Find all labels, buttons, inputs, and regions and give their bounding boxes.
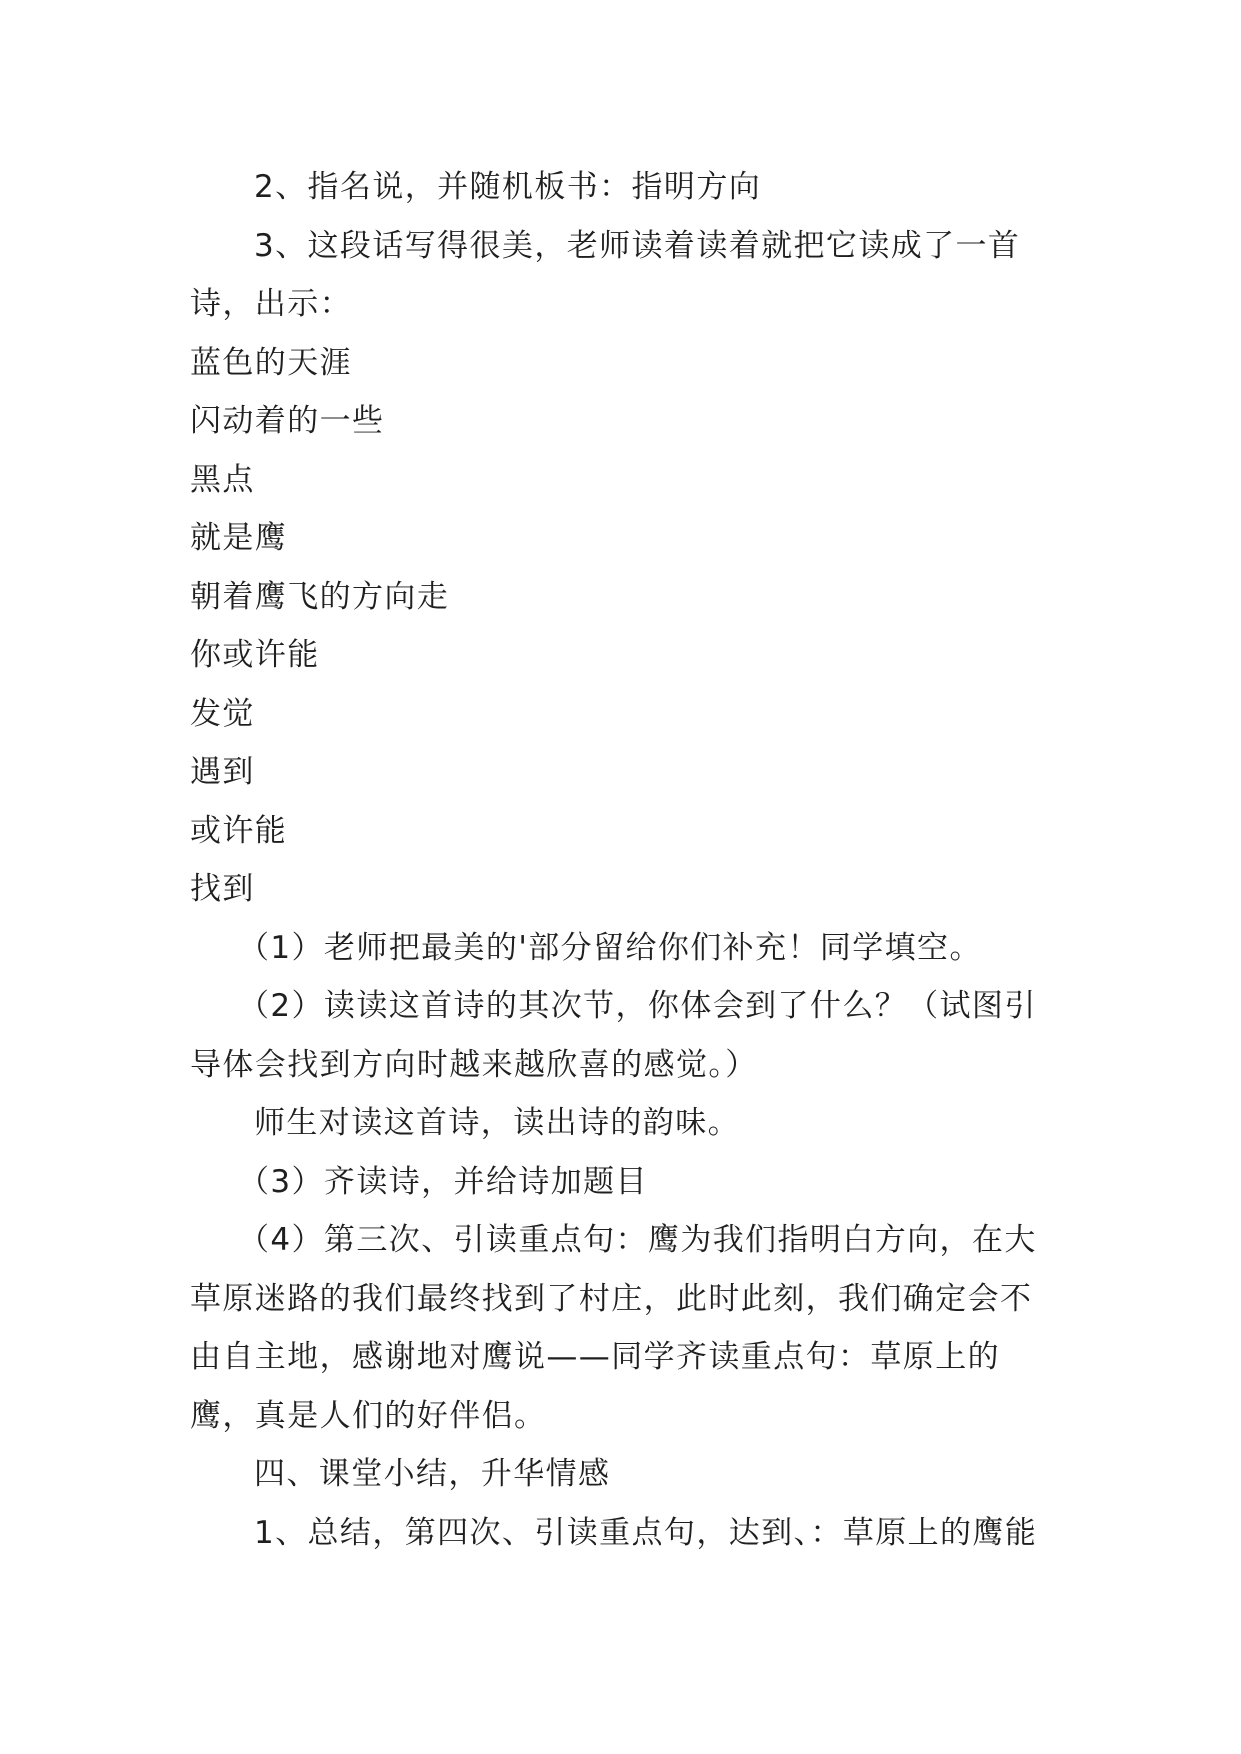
paragraph-summary-1: 1、总结，第四次、引读重点句，达到、：草原上的鹰能 (254, 1514, 1038, 1551)
poem-line: 遇到 (190, 754, 255, 790)
poem-line: 黑点 (190, 461, 255, 498)
poem-line: 你或许能 (190, 637, 320, 673)
poem-line: 或许能 (190, 812, 288, 849)
poem-line: 闪动着的一些 (190, 403, 385, 439)
paragraph-step-3: 3、这段话写得很美，老师读着读着就把它读成了一首诗，出示： (190, 227, 1021, 322)
paragraph-step-2: 2、指名说，并随机板书：指明方向 (254, 169, 762, 205)
poem-line: 朝着鹰飞的方向走 (190, 578, 450, 615)
poem-line: 就是鹰 (190, 520, 288, 556)
paragraph-sub-1: （1）老师把最美的'部分留给你们补充！同学填空。 (238, 929, 982, 966)
poem-line: 找到 (190, 871, 255, 907)
paragraph-sub-4: （4）第三次、引读重点句：鹰为我们指明白方向，在大草原迷路的我们最终找到了村庄，此时此刻，我们确定会不由自主地，感谢地对鹰说——同学齐读重点句：草原上的鹰，真是人们的好伴侣。 (190, 1222, 1037, 1434)
poem-line: 发觉 (190, 695, 255, 732)
section-heading-summary: 四、课堂小结，升华情感 (254, 1456, 611, 1492)
document-body (190, 158, 1058, 1562)
poem-line: 蓝色的天涯 (190, 344, 352, 381)
paragraph-sub-3: （3）齐读诗，并给诗加题目 (238, 1163, 648, 1200)
paragraph-sub-2: （2）读读这首诗的其次节，你体会到了什么？（试图引导体会找到方向时越来越欣喜的感觉。） (190, 988, 1037, 1083)
paragraph-teacher-student: 师生对读这首诗，读出诗的韵味。 (254, 1105, 740, 1141)
